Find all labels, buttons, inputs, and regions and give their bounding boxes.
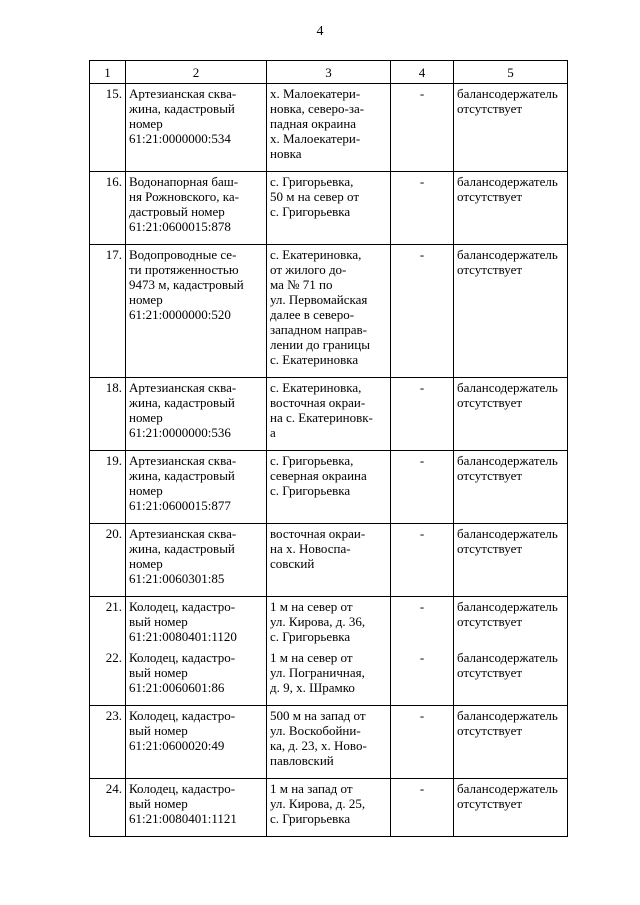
table-row [90,245,568,378]
location-cell [267,378,391,451]
object-name-line: дастровый номер [129,204,225,219]
column-header: 5 [454,61,568,84]
column-header: 1 [90,61,126,84]
status-cell: - [391,245,454,378]
owner-line: отсутствует [457,796,523,811]
owner-line: балансодержатель [457,453,558,468]
location-line: западном направ- [270,322,368,337]
location-line: с. Григорьевка [270,483,351,498]
owner-line: отсутствует [457,189,523,204]
location-cell [267,84,391,172]
location-line: 1 м на север от [270,599,353,614]
table-body [90,84,568,837]
location-line: ул. Кирова, д. 25, [270,796,366,811]
location-cell [267,524,391,597]
location-line: х. Малоекатери- [270,86,361,101]
status-cell: - [391,451,454,524]
location-line: 500 м на запад от [270,708,366,723]
object-name-line: номер [129,292,163,307]
status-cell: - [391,524,454,597]
owner-line: балансодержатель [457,247,558,262]
location-line: от жилого до- [270,262,347,277]
owner-cell [454,172,568,245]
object-name-line: Артезианская сква- [129,453,237,468]
column-header: 2 [126,61,267,84]
row-number-cell: 20. [90,524,126,597]
objects-table [89,60,568,837]
row-number-cell: 24. [90,779,126,837]
owner-line: балансодержатель [457,781,558,796]
owner-line: отсутствует [457,262,523,277]
location-line: с. Екатериновка, [270,247,362,262]
row-number-cell: 17. [90,245,126,378]
location-line: восточная окраи- [270,526,366,541]
location-cell [267,648,391,706]
table-row [90,451,568,524]
location-line: совский [270,556,315,571]
table-row [90,84,568,172]
location-line: ка, д. 23, х. Ново- [270,738,367,753]
owner-cell [454,451,568,524]
location-line: ул. Пограничная, [270,665,365,680]
location-line: ул. Воскобойни- [270,723,361,738]
row-number-cell: 22. [90,648,126,706]
object-name-cell [126,84,267,172]
object-name-cell [126,451,267,524]
location-line: 50 м на север от [270,189,359,204]
location-line: лении до границы [270,337,370,352]
owner-cell [454,84,568,172]
owner-line: отсутствует [457,614,523,629]
location-line: на с. Екатериновк- [270,410,373,425]
object-name-cell [126,597,267,649]
object-name-cell [126,524,267,597]
location-cell [267,451,391,524]
object-name-line: 61:21:0000000:520 [129,307,231,322]
owner-line: балансодержатель [457,650,558,665]
object-name-line: 61:21:0000000:536 [129,425,231,440]
table-row [90,378,568,451]
location-line: с. Григорьевка [270,629,351,644]
object-name-line: 61:21:0060601:86 [129,680,225,695]
row-number-cell: 16. [90,172,126,245]
location-cell [267,706,391,779]
object-name-line: Водопроводные се- [129,247,237,262]
owner-cell [454,706,568,779]
location-line: на х. Новоспа- [270,541,351,556]
owner-line: балансодержатель [457,526,558,541]
owner-line: отсутствует [457,541,523,556]
object-name-line: ти протяженностью [129,262,239,277]
object-name-line: жина, кадастровый [129,541,235,556]
location-line: ул. Кирова, д. 36, [270,614,366,629]
object-name-cell [126,378,267,451]
status-cell: - [391,597,454,649]
object-name-line: номер [129,410,163,425]
object-name-line: Артезианская сква- [129,380,237,395]
table-row [90,779,568,837]
location-line: д. 9, х. Шрамко [270,680,355,695]
location-line: ул. Первомайская [270,292,368,307]
object-name-line: вый номер [129,665,188,680]
location-line: северная окраина [270,468,367,483]
location-line: далее в северо- [270,307,355,322]
location-line: 1 м на север от [270,650,353,665]
status-cell: - [391,706,454,779]
object-name-line: жина, кадастровый [129,101,235,116]
status-cell: - [391,84,454,172]
object-name-cell [126,245,267,378]
object-name-cell [126,706,267,779]
location-cell [267,779,391,837]
object-name-line: 61:21:0600020:49 [129,738,225,753]
row-number-cell: 19. [90,451,126,524]
table-row [90,597,568,649]
object-name-line: номер [129,556,163,571]
object-name-line: 61:21:0600015:877 [129,498,231,513]
object-name-line: Колодец, кадастро- [129,781,236,796]
location-line: с. Григорьевка [270,204,351,219]
object-name-line: номер [129,116,163,131]
location-line: павловский [270,753,334,768]
object-name-line: вый номер [129,614,188,629]
object-name-line: номер [129,483,163,498]
object-name-line: вый номер [129,796,188,811]
owner-line: балансодержатель [457,174,558,189]
location-cell [267,245,391,378]
object-name-line: жина, кадастровый [129,395,235,410]
owner-line: отсутствует [457,723,523,738]
owner-line: балансодержатель [457,708,558,723]
object-name-line: 61:21:0060301:85 [129,571,225,586]
location-line: с. Григорьевка, [270,174,354,189]
location-cell [267,597,391,649]
object-name-line: Колодец, кадастро- [129,599,236,614]
owner-line: балансодержатель [457,86,558,101]
owner-line: отсутствует [457,468,523,483]
owner-cell [454,779,568,837]
status-cell: - [391,648,454,706]
status-cell: - [391,172,454,245]
object-name-cell [126,648,267,706]
object-name-line: Артезианская сква- [129,526,237,541]
status-cell: - [391,378,454,451]
owner-cell [454,597,568,649]
table-row [90,172,568,245]
row-number-cell: 21. [90,597,126,649]
owner-line: отсутствует [457,665,523,680]
owner-line: балансодержатель [457,380,558,395]
object-name-line: Артезианская сква- [129,86,237,101]
row-number-cell: 18. [90,378,126,451]
status-cell: - [391,779,454,837]
row-number-cell: 23. [90,706,126,779]
object-name-line: жина, кадастровый [129,468,235,483]
object-name-line: вый номер [129,723,188,738]
row-number-cell: 15. [90,84,126,172]
owner-line: отсутствует [457,101,523,116]
object-name-line: 61:21:0080401:1120 [129,629,237,644]
location-line: с. Григорьевка [270,811,351,826]
location-line: ма № 71 по [270,277,333,292]
owner-line: балансодержатель [457,599,558,614]
object-name-cell [126,172,267,245]
owner-line: отсутствует [457,395,523,410]
owner-cell [454,378,568,451]
object-name-line: 9473 м, кадастровый [129,277,244,292]
object-name-line: Колодец, кадастро- [129,650,236,665]
table-header-row [90,61,568,84]
object-name-line: ня Рожновского, ка- [129,189,239,204]
page-number: 4 [316,24,324,39]
table-row [90,648,568,706]
location-line: новка [270,146,302,161]
object-name-cell [126,779,267,837]
table-row [90,706,568,779]
object-name-line: 61:21:0000000:534 [129,131,231,146]
location-cell [267,172,391,245]
location-line: падная окраина [270,116,357,131]
location-line: восточная окраи- [270,395,366,410]
owner-cell [454,524,568,597]
owner-cell [454,648,568,706]
object-name-line: Водонапорная баш- [129,174,239,189]
column-header: 4 [391,61,454,84]
object-name-line: 61:21:0600015:878 [129,219,231,234]
owner-cell [454,245,568,378]
table-row [90,524,568,597]
object-name-line: 61:21:0080401:1121 [129,811,237,826]
location-line: с. Григорьевка, [270,453,354,468]
location-line: с. Екатериновка, [270,380,362,395]
location-line: а [270,425,276,440]
column-header: 3 [267,61,391,84]
location-line: 1 м на запад от [270,781,353,796]
location-line: х. Малоекатери- [270,131,361,146]
location-line: новка, северо-за- [270,101,365,116]
object-name-line: Колодец, кадастро- [129,708,236,723]
location-line: с. Екатериновка [270,352,359,367]
